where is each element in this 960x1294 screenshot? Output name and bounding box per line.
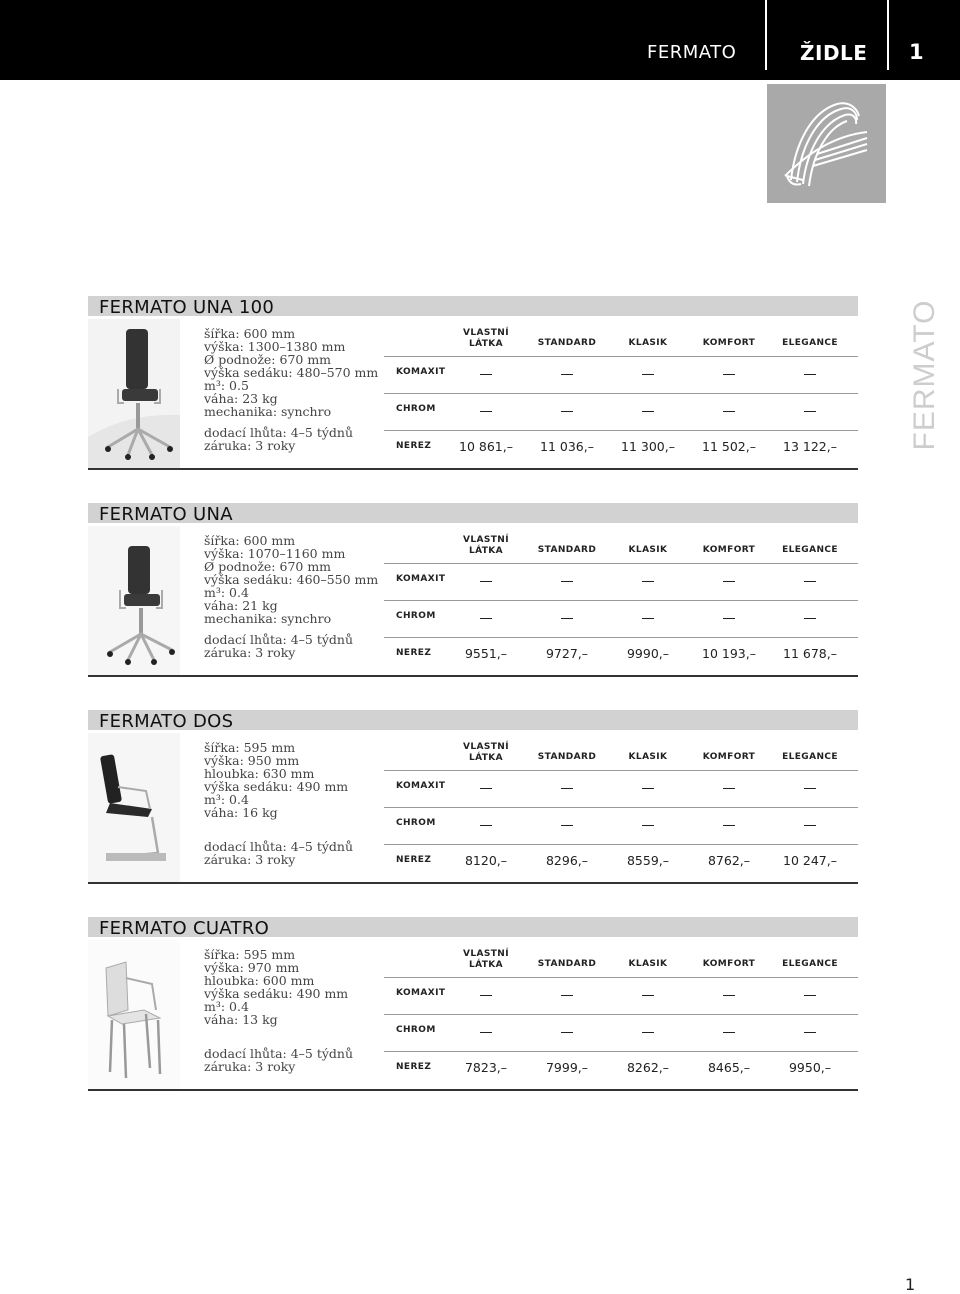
spec-line: Ø podnože: 670 mm	[204, 352, 332, 367]
table-rule	[384, 770, 858, 771]
spec-line: m³: 0.5	[204, 378, 249, 393]
empty-price-dash	[723, 581, 735, 582]
product-title-bar	[88, 710, 858, 730]
empty-price-dash	[561, 374, 573, 375]
empty-price-dash	[804, 374, 816, 375]
col-header-line: VLASTNÍ	[463, 535, 509, 545]
warranty: záruka: 3 roky	[204, 438, 296, 453]
empty-price-dash	[804, 825, 816, 826]
price-table	[384, 733, 858, 883]
product-title: FERMATO UNA 100	[99, 297, 275, 318]
product-title: FERMATO CUATRO	[99, 918, 270, 939]
col-header-vlastni-latka	[463, 328, 509, 350]
empty-price-dash	[642, 1032, 654, 1033]
product-section	[88, 917, 858, 1097]
col-header-vlastni-latka	[463, 535, 509, 557]
empty-price-dash	[480, 411, 492, 412]
product-specs	[204, 534, 378, 625]
table-rule	[384, 977, 858, 978]
empty-price-dash	[723, 788, 735, 789]
table-rule	[384, 637, 858, 638]
spec-line: výška sedáku: 490 mm	[204, 779, 349, 794]
price-cell: 11 036,–	[540, 439, 594, 454]
col-header-col4: ELEGANCE	[782, 959, 838, 969]
row-label-nerez: NEREZ	[396, 441, 432, 451]
empty-price-dash	[642, 581, 654, 582]
header-divider	[765, 0, 767, 70]
spec-line: mechanika: synchro	[204, 611, 332, 626]
product-section	[88, 503, 858, 683]
product-photo	[88, 733, 180, 883]
spec-line: výška sedáku: 490 mm	[204, 986, 349, 1001]
price-cell: 8120,–	[464, 853, 508, 868]
price-cell: 8465,–	[707, 1060, 751, 1075]
header-category: ŽIDLE	[800, 41, 868, 65]
product-specs	[204, 327, 378, 418]
spec-line: m³: 0.4	[204, 585, 249, 600]
price-cell: 8262,–	[626, 1060, 670, 1075]
row-label-nerez: NEREZ	[396, 855, 432, 865]
delivery-info	[204, 840, 353, 866]
price-cell: 7823,–	[464, 1060, 508, 1075]
empty-price-dash	[561, 788, 573, 789]
price-cell: 11 502,–	[702, 439, 756, 454]
empty-price-dash	[561, 618, 573, 619]
spec-line: výška: 1070–1160 mm	[204, 546, 346, 561]
price-cell: 9551,–	[464, 646, 508, 661]
warranty: záruka: 3 roky	[204, 645, 296, 660]
spec-line: hloubka: 630 mm	[204, 766, 315, 781]
col-header-col1: STANDARD	[537, 752, 597, 762]
price-cell: 8296,–	[545, 853, 589, 868]
empty-price-dash	[642, 374, 654, 375]
col-header-col2: KLASIK	[628, 338, 668, 348]
empty-price-dash	[561, 825, 573, 826]
row-label-nerez: NEREZ	[396, 1062, 432, 1072]
product-photo	[88, 319, 180, 469]
col-header-col1: STANDARD	[537, 545, 597, 555]
price-table	[384, 526, 858, 676]
chair-image	[88, 940, 180, 1090]
spec-line: hloubka: 600 mm	[204, 973, 315, 988]
product-title: FERMATO DOS	[99, 711, 234, 732]
col-header-col1: STANDARD	[537, 338, 597, 348]
row-label-nerez: NEREZ	[396, 648, 432, 658]
row-label-komaxit: KOMAXIT	[396, 988, 446, 998]
table-rule	[384, 430, 858, 431]
empty-price-dash	[804, 581, 816, 582]
empty-price-dash	[642, 618, 654, 619]
price-cell: 10 193,–	[702, 646, 756, 661]
empty-price-dash	[804, 618, 816, 619]
delivery-info	[204, 426, 353, 452]
section-bottom-rule	[88, 882, 858, 884]
empty-price-dash	[723, 1032, 735, 1033]
spec-line: výška sedáku: 460–550 mm	[204, 572, 379, 587]
col-header-col2: KLASIK	[628, 959, 668, 969]
empty-price-dash	[642, 411, 654, 412]
warranty: záruka: 3 roky	[204, 1059, 296, 1074]
row-label-komaxit: KOMAXIT	[396, 574, 446, 584]
product-title-bar	[88, 917, 858, 937]
spec-line: váha: 13 kg	[204, 1012, 278, 1027]
spec-line: váha: 16 kg	[204, 805, 278, 820]
empty-price-dash	[723, 618, 735, 619]
warranty: záruka: 3 roky	[204, 852, 296, 867]
col-header-line: LÁTKA	[468, 546, 504, 556]
product-photo	[88, 940, 180, 1090]
empty-price-dash	[642, 995, 654, 996]
page-number: 1	[905, 1275, 916, 1294]
col-header-col4: ELEGANCE	[782, 545, 838, 555]
empty-price-dash	[723, 825, 735, 826]
empty-price-dash	[723, 411, 735, 412]
col-header-col3: KOMFORT	[702, 959, 756, 969]
price-table	[384, 940, 858, 1090]
col-header-col4: ELEGANCE	[782, 338, 838, 348]
spec-line: šířka: 600 mm	[204, 326, 296, 341]
empty-price-dash	[480, 581, 492, 582]
delivery-time: dodací lhůta: 4–5 týdnů	[204, 1046, 354, 1061]
spec-line: výška: 950 mm	[204, 753, 300, 768]
empty-price-dash	[561, 1032, 573, 1033]
empty-price-dash	[561, 995, 573, 996]
row-label-chrom: CHROM	[396, 404, 436, 414]
spec-line: šířka: 595 mm	[204, 740, 296, 755]
spec-line: výška: 970 mm	[204, 960, 300, 975]
table-rule	[384, 807, 858, 808]
product-photo	[88, 526, 180, 676]
chair-image	[88, 526, 180, 676]
col-header-vlastni-latka	[463, 742, 509, 764]
side-brand-text: FERMATO	[908, 299, 941, 451]
product-section	[88, 710, 858, 890]
col-header-line: VLASTNÍ	[463, 949, 509, 959]
chair-image	[88, 319, 180, 469]
row-label-chrom: CHROM	[396, 611, 436, 621]
row-label-komaxit: KOMAXIT	[396, 367, 446, 377]
table-rule	[384, 844, 858, 845]
price-cell: 9990,–	[626, 646, 670, 661]
empty-price-dash	[480, 995, 492, 996]
price-cell: 10 861,–	[459, 439, 513, 454]
price-cell: 8559,–	[626, 853, 670, 868]
section-bottom-rule	[88, 1089, 858, 1091]
empty-price-dash	[480, 618, 492, 619]
empty-price-dash	[642, 788, 654, 789]
section-bottom-rule	[88, 468, 858, 470]
price-table	[384, 319, 858, 469]
spec-line: výška: 1300–1380 mm	[204, 339, 346, 354]
price-cell: 11 300,–	[621, 439, 675, 454]
product-title-bar	[88, 503, 858, 523]
col-header-line: VLASTNÍ	[463, 742, 509, 752]
col-header-line: LÁTKA	[468, 960, 504, 970]
col-header-col4: ELEGANCE	[782, 752, 838, 762]
product-section	[88, 296, 858, 476]
spec-line: šířka: 600 mm	[204, 533, 296, 548]
product-specs	[204, 948, 348, 1026]
empty-price-dash	[561, 581, 573, 582]
col-header-col2: KLASIK	[628, 545, 668, 555]
header-section-number: 1	[909, 40, 924, 64]
header-divider	[887, 0, 889, 70]
col-header-col3: KOMFORT	[702, 752, 756, 762]
empty-price-dash	[723, 995, 735, 996]
spec-line: šířka: 595 mm	[204, 947, 296, 962]
product-title: FERMATO UNA	[99, 504, 233, 525]
empty-price-dash	[480, 374, 492, 375]
empty-price-dash	[480, 1032, 492, 1033]
price-cell: 7999,–	[545, 1060, 589, 1075]
col-header-line: VLASTNÍ	[463, 328, 509, 338]
product-title-bar	[88, 296, 858, 316]
price-cell: 9727,–	[545, 646, 589, 661]
delivery-info	[204, 633, 353, 659]
spec-line: výška sedáku: 480–570 mm	[204, 365, 379, 380]
empty-price-dash	[804, 1032, 816, 1033]
side-brand	[890, 300, 960, 450]
table-rule	[384, 356, 858, 357]
empty-price-dash	[804, 788, 816, 789]
chair-logo-icon	[767, 84, 886, 203]
price-cell: 11 678,–	[783, 646, 837, 661]
row-label-komaxit: KOMAXIT	[396, 781, 446, 791]
empty-price-dash	[804, 411, 816, 412]
spec-line: m³: 0.4	[204, 792, 249, 807]
row-label-chrom: CHROM	[396, 1025, 436, 1035]
delivery-info	[204, 1047, 353, 1073]
brand-logo	[767, 84, 886, 203]
spec-line: mechanika: synchro	[204, 404, 332, 419]
empty-price-dash	[723, 374, 735, 375]
row-label-chrom: CHROM	[396, 818, 436, 828]
col-header-col3: KOMFORT	[702, 338, 756, 348]
price-cell: 9950,–	[788, 1060, 832, 1075]
header-brand: FERMATO	[647, 42, 737, 63]
col-header-col2: KLASIK	[628, 752, 668, 762]
spec-line: váha: 23 kg	[204, 391, 278, 406]
header-bar	[0, 0, 960, 80]
col-header-col3: KOMFORT	[702, 545, 756, 555]
spec-line: Ø podnože: 670 mm	[204, 559, 332, 574]
table-rule	[384, 563, 858, 564]
empty-price-dash	[804, 995, 816, 996]
product-specs	[204, 741, 348, 819]
price-cell: 10 247,–	[783, 853, 837, 868]
chair-image	[88, 733, 180, 883]
col-header-col1: STANDARD	[537, 959, 597, 969]
spec-line: váha: 21 kg	[204, 598, 278, 613]
col-header-line: LÁTKA	[468, 753, 504, 763]
table-rule	[384, 1051, 858, 1052]
delivery-time: dodací lhůta: 4–5 týdnů	[204, 839, 354, 854]
col-header-vlastni-latka	[463, 949, 509, 971]
table-rule	[384, 1014, 858, 1015]
spec-line: m³: 0.4	[204, 999, 249, 1014]
empty-price-dash	[642, 825, 654, 826]
empty-price-dash	[561, 411, 573, 412]
section-bottom-rule	[88, 675, 858, 677]
empty-price-dash	[480, 788, 492, 789]
col-header-line: LÁTKA	[468, 339, 504, 349]
table-rule	[384, 393, 858, 394]
price-cell: 13 122,–	[783, 439, 837, 454]
price-cell: 8762,–	[707, 853, 751, 868]
delivery-time: dodací lhůta: 4–5 týdnů	[204, 425, 354, 440]
delivery-time: dodací lhůta: 4–5 týdnů	[204, 632, 354, 647]
empty-price-dash	[480, 825, 492, 826]
table-rule	[384, 600, 858, 601]
